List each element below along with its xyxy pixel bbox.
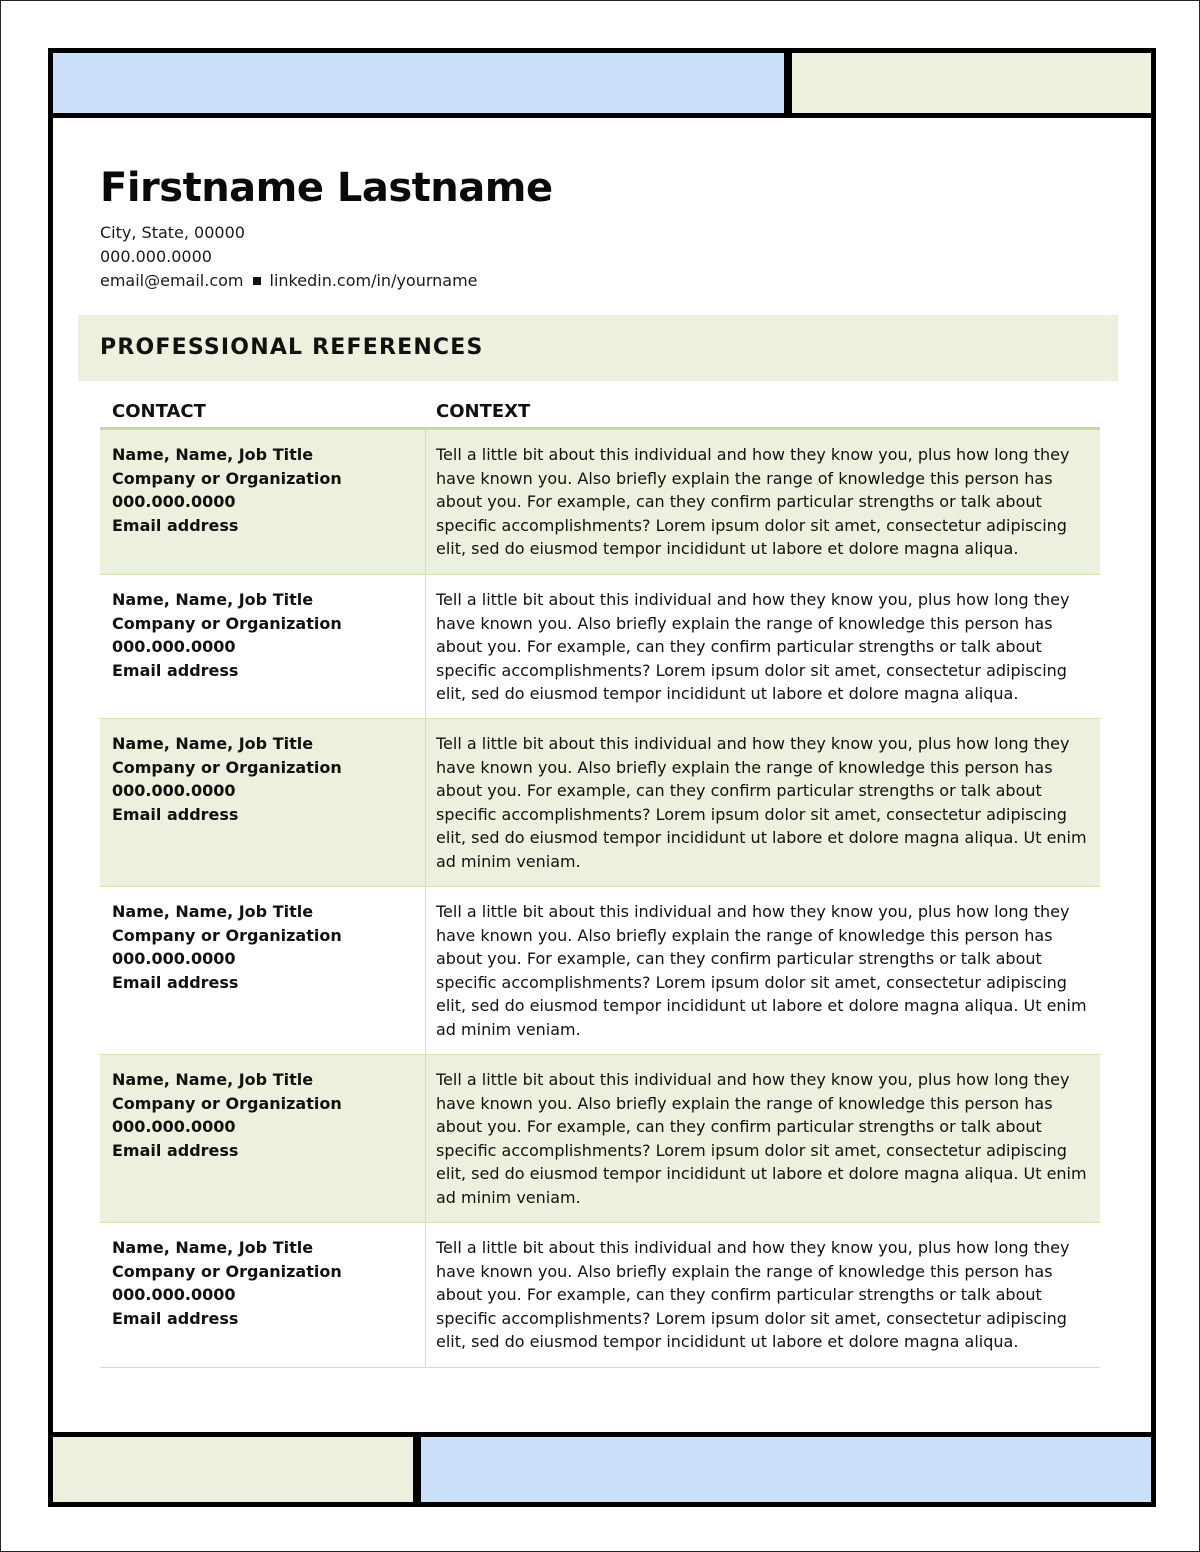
contact-cell: [100, 1055, 426, 1222]
page-frame: [48, 48, 1156, 1507]
reference-organization: Company or Organization: [112, 1261, 342, 1281]
reference-organization: Company or Organization: [112, 613, 342, 633]
reference-name: Name, Name, Job Title: [112, 1070, 314, 1089]
reference-email: Email address: [112, 972, 239, 992]
location: City, State, 00000: [100, 223, 245, 242]
table-row: [100, 1055, 1100, 1223]
section-heading-band: [78, 315, 1118, 381]
phone: 000.000.0000: [100, 247, 212, 266]
reference-name: Name, Name, Job Title: [112, 590, 314, 609]
top-blue-band: [53, 53, 784, 113]
email-linkedin-line: [100, 269, 1100, 293]
reference-email: Email address: [112, 660, 239, 680]
reference-email: Email address: [112, 804, 239, 824]
contact-cell: [100, 887, 426, 1054]
column-header-context: CONTEXT: [436, 401, 531, 422]
reference-email: Email address: [112, 515, 239, 535]
section-title: PROFESSIONAL REFERENCES: [100, 335, 484, 360]
reference-name: Name, Name, Job Title: [112, 734, 314, 753]
header: [100, 163, 1100, 293]
top-rule: [53, 113, 1151, 118]
separator-square-icon: [253, 277, 261, 285]
table-row: [100, 887, 1100, 1055]
context-cell: Tell a little bit about this individual and how they know you, plus how long they have known you. Also briefly explain the range of knowledge this person has about you. For example, can they confirm particular strengths or talk about specific accomplishments? Lorem ipsum dolor sit amet, consectetur adipiscing elit, sed do eiusmod tempor incididunt ut labore et dolore magna aliqua.: [436, 590, 1070, 703]
top-green-band: [792, 53, 1151, 113]
context-cell: Tell a little bit about this individual and how they know you, plus how long they have known you. Also briefly explain the range of knowledge this person has about you. For example, can they confirm particular strengths or talk about specific accomplishments? Lorem ipsum dolor sit amet, consectetur adipiscing elit, sed do eiusmod tempor incididunt ut labore et dolore magna aliqua.: [436, 1238, 1070, 1351]
table-row: [100, 719, 1100, 887]
contact-cell: [100, 1223, 426, 1367]
table-row: [100, 430, 1100, 575]
contact-cell: [100, 575, 426, 718]
bottom-blue-band: [421, 1437, 1151, 1502]
reference-phone: 000.000.0000: [112, 781, 236, 800]
context-cell: Tell a little bit about this individual and how they know you, plus how long they have known you. Also briefly explain the range of knowledge this person has about you. For example, can they confirm particular strengths or talk about specific accomplishments? Lorem ipsum dolor sit amet, consectetur adipiscing elit, sed do eiusmod tempor incididunt ut labore et dolore magna aliqua.: [436, 445, 1070, 558]
reference-organization: Company or Organization: [112, 757, 342, 777]
table-header: [100, 397, 1100, 430]
applicant-name: Firstname Lastname: [100, 165, 553, 211]
reference-email: Email address: [112, 1140, 239, 1160]
reference-phone: 000.000.0000: [112, 1117, 236, 1136]
reference-phone: 000.000.0000: [112, 492, 236, 511]
context-cell: Tell a little bit about this individual and how they know you, plus how long they have known you. Also briefly explain the range of knowledge this person has about you. For example, can they confirm particular strengths or talk about specific accomplishments? Lorem ipsum dolor sit amet, consectetur adipiscing elit, sed do eiusmod tempor incididunt ut labore et dolore magna aliqua. Ut enim ad minim veniam.: [436, 734, 1087, 871]
reference-name: Name, Name, Job Title: [112, 445, 314, 464]
bottom-green-band: [53, 1437, 413, 1502]
reference-organization: Company or Organization: [112, 468, 342, 488]
contact-cell: [100, 719, 426, 886]
bottom-band-divider: [413, 1432, 421, 1502]
contact-cell: [100, 430, 426, 574]
reference-name: Name, Name, Job Title: [112, 1238, 314, 1257]
context-cell: Tell a little bit about this individual and how they know you, plus how long they have known you. Also briefly explain the range of knowledge this person has about you. For example, can they confirm particular strengths or talk about specific accomplishments? Lorem ipsum dolor sit amet, consectetur adipiscing elit, sed do eiusmod tempor incididunt ut labore et dolore magna aliqua. Ut enim ad minim veniam.: [436, 1070, 1087, 1207]
reference-phone: 000.000.0000: [112, 1285, 236, 1304]
top-band-divider: [784, 53, 792, 115]
email-link[interactable]: email@email.com: [100, 271, 244, 290]
linkedin-link[interactable]: linkedin.com/in/yourname: [269, 271, 478, 290]
reference-name: Name, Name, Job Title: [112, 902, 314, 921]
reference-phone: 000.000.0000: [112, 949, 236, 968]
column-header-contact: CONTACT: [112, 401, 206, 422]
references-table: [100, 397, 1100, 1368]
table-row: [100, 575, 1100, 719]
reference-organization: Company or Organization: [112, 1093, 342, 1113]
reference-email: Email address: [112, 1308, 239, 1328]
context-cell: Tell a little bit about this individual and how they know you, plus how long they have known you. Also briefly explain the range of knowledge this person has about you. For example, can they confirm particular strengths or talk about specific accomplishments? Lorem ipsum dolor sit amet, consectetur adipiscing elit, sed do eiusmod tempor incididunt ut labore et dolore magna aliqua. Ut enim ad minim veniam.: [436, 902, 1087, 1039]
reference-phone: 000.000.0000: [112, 637, 236, 656]
table-row: [100, 1223, 1100, 1368]
reference-organization: Company or Organization: [112, 925, 342, 945]
